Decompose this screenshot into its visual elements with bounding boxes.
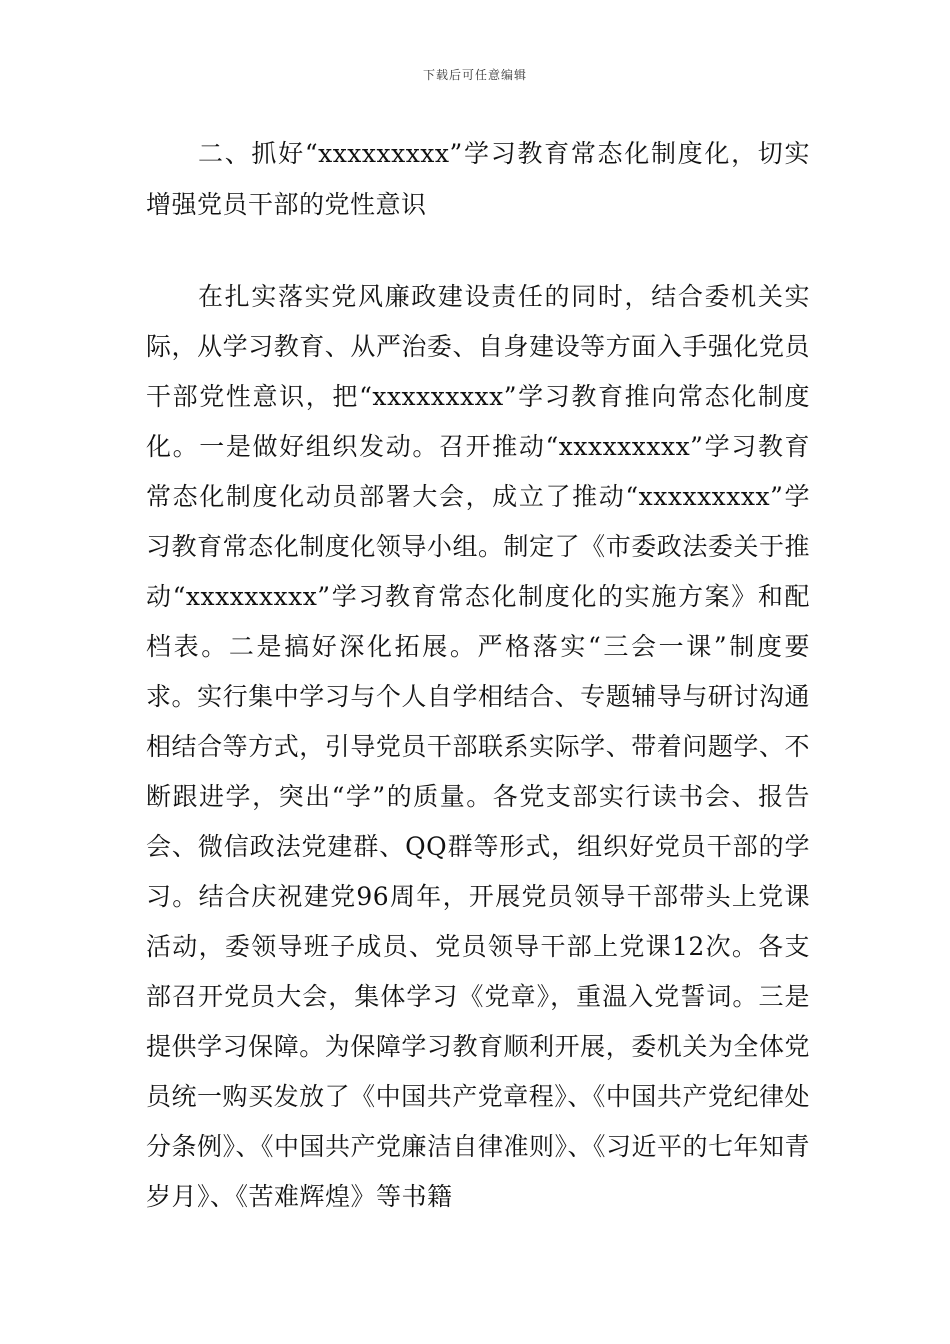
body-paragraph: 在扎实落实党风廉政建设责任的同时，结合委机关实际，从学习教育、从严治委、自身建设等方面入手强化党员干部党性意识，把“xxxxxxxxx”学习教育推向常态化制度化。一是做好组织发动。召开推动“xxxxxxxxx”学习教育常态化制度化动员部署大会，成立了推动“xxxxxxxxx”学习教育常态化制度化领导小组。制定了《市委政法委关于推动“xxxxxxxxx”学习教育常态化制度化的实施方案》和配档表。二是搞好深化拓展。严格落实“三会一课”制度要求。实行集中学习与个人自学相结合、专题辅导与研讨沟通相结合等方式，引导党员干部联系实际学、带着问题学、不断跟进学，突出“学”的质量。各党支部实行读书会、报告会、微信政法党建群、QQ群等形式，组织好党员干部的学习。结合庆祝建党96周年，开展党员领导干部带头上党课活动，委领导班子成员、党员领导干部上党课12次。各支部召开党员大会，集体学习《党章》，重温入党誓词。三是提供学习保障。为保障学习教育顺利开展，委机关为全体党员统一购买发放了《中国共产党章程》、《中国共产党纪律处分条例》、《中国共产党廉洁自律准则》、《习近平的七年知青岁月》、《苦难辉煌》等书籍 [146, 282, 811, 1211]
section-heading: 二、抓好“xxxxxxxxx”学习教育常态化制度化，切实增强党员干部的党性意识 [146, 139, 810, 219]
page-header-note: 下载后可任意编辑 [422, 68, 527, 82]
